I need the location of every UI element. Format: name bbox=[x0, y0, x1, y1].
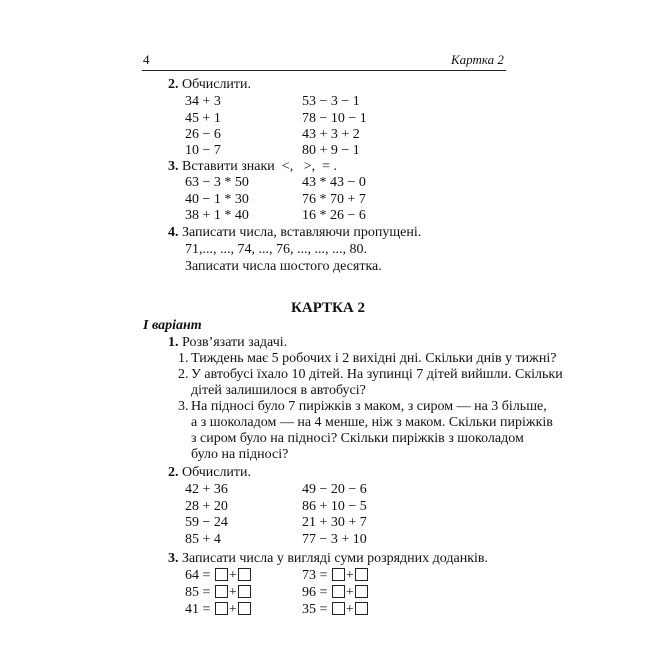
expression: 77 − 3 + 10 bbox=[302, 532, 367, 547]
expression: 85 + 4 bbox=[185, 532, 221, 547]
expression: 59 − 24 bbox=[185, 515, 228, 530]
empty-answer-box[interactable] bbox=[238, 585, 251, 598]
task-1-heading bbox=[168, 335, 287, 351]
task-text: Записати числа у вигляді суми розрядних доданків. bbox=[182, 551, 489, 566]
expression: 34 + 3 bbox=[185, 94, 221, 109]
expression: 21 + 30 + 7 bbox=[302, 515, 367, 530]
running-title: Картка 2 bbox=[451, 52, 504, 67]
plus-sign: + bbox=[228, 585, 237, 600]
expression: 53 − 3 − 1 bbox=[302, 94, 360, 109]
problem-number: 3. bbox=[178, 399, 189, 414]
decomposition-row bbox=[302, 602, 369, 618]
plus-sign: + bbox=[345, 602, 354, 617]
decomposition-row bbox=[185, 602, 252, 618]
comparison: 43 * 43 − 0 bbox=[302, 175, 366, 190]
expression: 42 + 36 bbox=[185, 482, 228, 497]
task-number: 2. bbox=[168, 77, 179, 92]
expression: 45 + 1 bbox=[185, 111, 221, 126]
decomposition-row bbox=[302, 585, 369, 601]
comparison: 40 − 1 * 30 bbox=[185, 192, 249, 207]
comparison: 63 − 3 * 50 bbox=[185, 175, 249, 190]
decomposition-row bbox=[185, 585, 252, 601]
number-label: 41 = bbox=[185, 602, 211, 617]
expression: 78 − 10 − 1 bbox=[302, 111, 367, 126]
problem-text: дітей залишилося в автобусі? bbox=[191, 383, 366, 398]
problem-text: На підносі було 7 пиріжків з маком, з сиром — на 3 більше, bbox=[191, 399, 547, 414]
task-number: 3. bbox=[168, 551, 179, 566]
expression: 86 + 10 − 5 bbox=[302, 499, 367, 514]
problem-number: 1. bbox=[178, 351, 189, 366]
expression: 10 − 7 bbox=[185, 143, 221, 158]
empty-answer-box[interactable] bbox=[332, 602, 345, 615]
problem-text: з сиром було на підносі? Скільки пиріжків з шоколадом bbox=[191, 431, 524, 446]
empty-answer-box[interactable] bbox=[215, 568, 228, 581]
empty-answer-box[interactable] bbox=[215, 602, 228, 615]
expression: 43 + 3 + 2 bbox=[302, 127, 360, 142]
task-number: 3. bbox=[168, 159, 179, 174]
expression: 28 + 20 bbox=[185, 499, 228, 514]
comparison: 16 * 26 − 6 bbox=[302, 208, 366, 223]
empty-answer-box[interactable] bbox=[238, 568, 251, 581]
task-4-heading bbox=[168, 225, 421, 241]
problem-text: Тиждень має 5 робочих і 2 вихідні дні. Скільки днів у тижні? bbox=[191, 351, 557, 366]
header-rule bbox=[142, 70, 506, 71]
empty-answer-box[interactable] bbox=[355, 568, 368, 581]
decomposition-row bbox=[185, 568, 252, 584]
variant-heading: I варіант bbox=[143, 318, 202, 333]
plus-sign: + bbox=[228, 568, 237, 583]
number-label: 64 = bbox=[185, 568, 211, 583]
problem-text: У автобусі їхало 10 дітей. На зупинці 7 дітей вийшли. Скільки bbox=[191, 367, 563, 382]
page-number: 4 bbox=[143, 52, 150, 67]
empty-answer-box[interactable] bbox=[332, 585, 345, 598]
expression: 49 − 20 − 6 bbox=[302, 482, 367, 497]
plus-sign: + bbox=[345, 585, 354, 600]
task-text: Обчислити. bbox=[182, 77, 252, 92]
empty-answer-box[interactable] bbox=[238, 602, 251, 615]
problem-text: а з шоколадом — на 4 менше, ніж з маком. Скільки пиріжків bbox=[191, 415, 553, 430]
task-text: Вставити знаки <, >, = . bbox=[182, 159, 337, 174]
empty-answer-box[interactable] bbox=[332, 568, 345, 581]
plus-sign: + bbox=[228, 602, 237, 617]
number-label: 85 = bbox=[185, 585, 211, 600]
task-number: 1. bbox=[168, 335, 179, 350]
expression: 26 − 6 bbox=[185, 127, 221, 142]
comparison: 38 + 1 * 40 bbox=[185, 208, 249, 223]
expression: 80 + 9 − 1 bbox=[302, 143, 360, 158]
number-label: 35 = bbox=[302, 602, 328, 617]
empty-answer-box[interactable] bbox=[355, 585, 368, 598]
task-2-heading bbox=[168, 77, 251, 93]
task-3-heading bbox=[168, 159, 337, 175]
task-number: 2. bbox=[168, 465, 179, 480]
comparison: 76 * 70 + 7 bbox=[302, 192, 366, 207]
card-title: КАРТКА 2 bbox=[291, 300, 366, 316]
problem-text: було на підносі? bbox=[191, 447, 289, 462]
empty-answer-box[interactable] bbox=[355, 602, 368, 615]
problem-number: 2. bbox=[178, 367, 189, 382]
number-label: 73 = bbox=[302, 568, 328, 583]
decomposition-row bbox=[302, 568, 369, 584]
task-text: Записати числа, вставляючи пропущені. bbox=[182, 225, 422, 240]
task-number: 4. bbox=[168, 225, 179, 240]
task-3-heading bbox=[168, 551, 488, 567]
task-text: Обчислити. bbox=[182, 465, 252, 480]
plus-sign: + bbox=[345, 568, 354, 583]
number-label: 96 = bbox=[302, 585, 328, 600]
task-extra: Записати числа шостого десятка. bbox=[185, 259, 382, 274]
task-2-heading bbox=[168, 465, 251, 481]
number-sequence: 71,..., ..., 74, ..., 76, ..., ..., ..., 80. bbox=[185, 242, 367, 257]
empty-answer-box[interactable] bbox=[215, 585, 228, 598]
task-text: Розв’язати задачі. bbox=[182, 335, 288, 350]
